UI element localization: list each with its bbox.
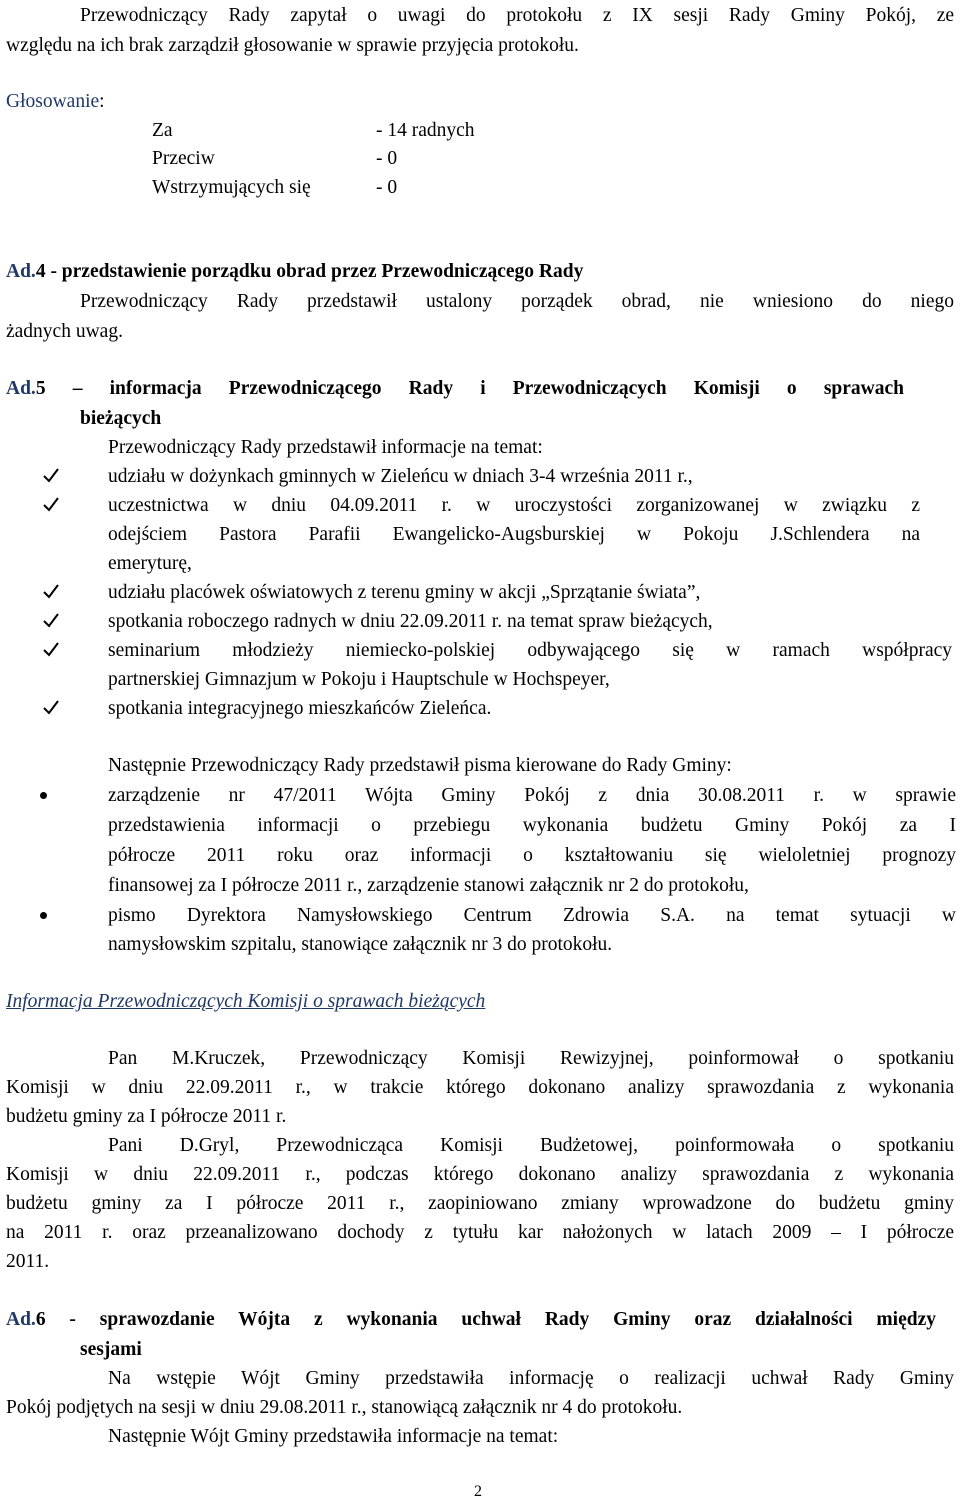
committees-line-4: Pani D.Gryl, Przewodnicząca Komisji Budżetowej, poinformowała o spotkaniu — [108, 1135, 954, 1156]
bullet-1-line-3: półrocze 2011 roku oraz informacji o kształtowaniu się wieloletniej prognozy — [108, 845, 956, 866]
checklist-item-2-line-1: uczestnictwa w dniu 04.09.2011 r. w uroczystości zorganizowanej w związku z — [108, 495, 920, 516]
committees-heading: Informacja Przewodniczących Komisji o sprawach bieżących — [6, 991, 486, 1012]
committees-line-6: budżetu gminy za I półrocze 2011 r., zaopiniowano zmiany wprowadzone do budżetu gminy — [6, 1193, 954, 1214]
checklist-item-3: udziału placówek oświatowych z terenu gminy w akcji „Sprzątanie świata”, — [108, 582, 701, 603]
ad4-heading — [6, 256, 583, 287]
committees-line-1: Pan M.Kruczek, Przewodniczący Komisji Rewizyjnej, poinformował o spotkaniu — [108, 1048, 954, 1069]
ad6-heading-line-2: sesjami — [80, 1339, 142, 1360]
checklist-item-6: spotkania integracyjnego mieszkańców Zieleńca. — [108, 698, 492, 719]
check-icon — [42, 582, 60, 600]
check-icon — [42, 611, 60, 629]
committees-line-5: Komisji w dniu 22.09.2011 r., podczas którego dokonano analizy sprawozdania z wykonania — [6, 1164, 954, 1185]
vote-against-value: - 0 — [376, 148, 398, 169]
check-icon — [42, 495, 60, 513]
intro-line-1: Przewodniczący Rady zapytał o uwagi do protokołu z IX sesji Rady Gminy Pokój, ze — [80, 5, 954, 26]
ad4-heading-text: 4 - przedstawienie porządku obrad przez Przewodniczącego Rady — [35, 261, 584, 282]
check-icon — [42, 466, 60, 484]
checklist-item-5-line-2: partnerskiej Gimnazjum w Pokoju i Hauptschule w Hochspeyer, — [108, 669, 610, 690]
checklist-item-2-line-2: odejściem Pastora Parafii Ewangelicko-Augsburskiej w Pokoju J.Schlendera na — [108, 524, 920, 545]
vote-abstain-value: - 0 — [376, 177, 398, 198]
voting-heading-label: Głosowanie — [6, 91, 100, 112]
voting-heading — [6, 86, 105, 117]
vote-for-value: - 14 radnych — [376, 120, 475, 141]
ad6-prefix: Ad. — [6, 1309, 36, 1330]
bullet-1-line-1: zarządzenie nr 47/2011 Wójta Gminy Pokój z dnia 30.08.2011 r. w sprawie — [108, 785, 956, 806]
checklist-item-1: udziału w dożynkach gminnych w Zieleńcu w dniach 3-4 września 2011 r., — [108, 466, 693, 487]
ad6-line-1: Na wstępie Wójt Gminy przedstawiła informację o realizacji uchwał Rady Gminy — [108, 1368, 954, 1389]
ad6-heading-text: 6 - sprawozdanie Wójta z wykonania uchwał Rady Gminy oraz działalności między — [35, 1309, 936, 1330]
vote-against-label: Przeciw — [152, 148, 215, 169]
ad5-heading-line-1 — [6, 373, 904, 404]
ad5-intro: Przewodniczący Rady przedstawił informacje na temat: — [108, 437, 543, 458]
checklist-item-2-line-3: emeryturę, — [108, 553, 192, 574]
bullet-1-line-4: finansowej za I półrocze 2011 r., zarządzenie stanowi załącznik nr 2 do protokołu, — [108, 875, 749, 896]
ad6-line-2: Pokój podjętych na sesji w dniu 29.08.2011 r., stanowiącą załącznik nr 4 do protokołu. — [6, 1397, 683, 1418]
checklist-item-4: spotkania roboczego radnych w dniu 22.09.2011 r. na temat spraw bieżących, — [108, 611, 713, 632]
check-icon — [42, 640, 60, 658]
committees-line-7: na 2011 r. oraz przeanalizowano dochody z tytułu kar nałożonych w latach 2009 – I półrocze — [6, 1222, 954, 1243]
voting-heading-colon: : — [99, 91, 105, 112]
bullet-1-line-2: przedstawienia informacji o przebiegu wykonania budżetu Gminy Pokój za I — [108, 815, 956, 836]
committees-line-3: budżetu gminy za I półrocze 2011 r. — [6, 1106, 287, 1127]
check-icon — [42, 698, 60, 716]
ad4-body-line-2: żadnych uwag. — [6, 321, 123, 342]
ad4-body-line-1: Przewodniczący Rady przedstawił ustalony porządek obrad, nie wniesiono do niego — [80, 291, 954, 312]
committees-line-2: Komisji w dniu 22.09.2011 r., w trakcie którego dokonano analizy sprawozdania z wykonania — [6, 1077, 954, 1098]
intro-line-2: względu na ich brak zarządził głosowanie w sprawie przyjęcia protokołu. — [6, 35, 579, 56]
ad6-heading-line-1 — [6, 1304, 936, 1335]
ad5-heading-text: 5 – informacja Przewodniczącego Rady i Przewodniczących Komisji o sprawach — [35, 378, 904, 399]
bullet-2-line-2: namysłowskim szpitalu, stanowiące załącznik nr 3 do protokołu. — [108, 934, 613, 955]
bullet-icon — [40, 792, 47, 799]
checklist-item-5-line-1: seminarium młodzieży niemiecko-polskiej odbywającego się w ramach współpracy — [108, 640, 952, 661]
vote-abstain-label: Wstrzymujących się — [152, 177, 311, 198]
ad5-prefix: Ad. — [6, 378, 36, 399]
ad6-line-3: Następnie Wójt Gminy przedstawiła informacje na temat: — [108, 1426, 559, 1447]
vote-for-label: Za — [152, 120, 173, 141]
letters-intro: Następnie Przewodniczący Rady przedstawił pisma kierowane do Rady Gminy: — [108, 755, 732, 776]
ad4-prefix: Ad. — [6, 261, 36, 282]
bullet-icon — [40, 912, 47, 919]
committees-line-8: 2011. — [6, 1251, 50, 1272]
bullet-2-line-1: pismo Dyrektora Namysłowskiego Centrum Zdrowia S.A. na temat sytuacji w — [108, 905, 956, 926]
ad5-heading-line-2: bieżących — [80, 408, 162, 429]
page-number: 2 — [474, 1483, 482, 1500]
